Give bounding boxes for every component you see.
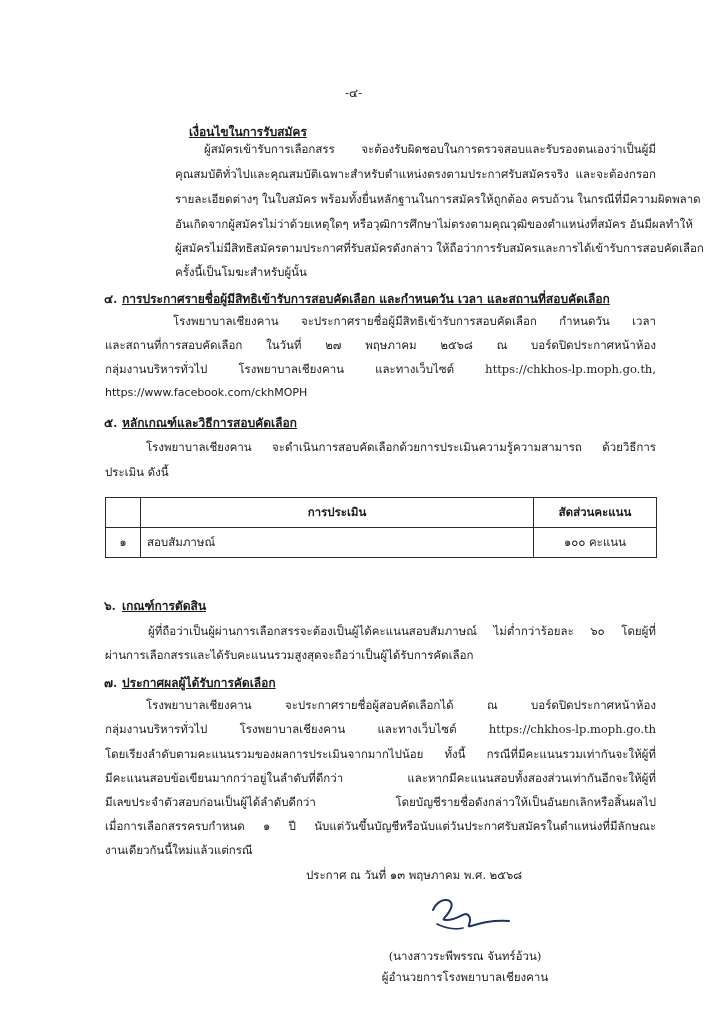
section7-line: งานเดียวกันนี้ใหม่แล้วแต่กรณี (105, 843, 253, 857)
conditions-line: ผู้สมัครไม่มีสิทธิสมัครตามประกาศที่รับสมัครดังกล่าว ให้ถือว่าการรับสมัครและการได้เข้ารับการสอบคัดเลือก (175, 241, 704, 255)
table-cell-evaluation: สอบสัมภาษณ์ (141, 528, 534, 558)
section7-number: ๗. (104, 676, 118, 690)
section7-heading: ประกาศผลผู้ได้รับการคัดเลือก (122, 676, 276, 690)
section5-line: ประเมิน ดังนี้ (105, 465, 169, 479)
conditions-line: ครั้งนี้เป็นโมฆะสำหรับผู้นั้น (175, 265, 307, 279)
conditions-line: รายละเอียดต่างๆ ในใบสมัคร พร้อมทั้งยื่นหลักฐานในการสมัครให้ถูกต้อง ครบถ้วน ในกรณีที่มีความผิดพลาด (175, 192, 701, 206)
evaluation-table (105, 497, 657, 558)
page-number: -๔- (345, 86, 363, 100)
section4-facebook-url: https://www.facebook.com/ckhMOPH (105, 386, 308, 399)
section4-heading: การประกาศรายชื่อผู้มีสิทธิเข้ารับการสอบคัดเลือก และกำหนดวัน เวลา และสถานที่สอบคัดเลือก (122, 292, 610, 306)
conditions-line: อันเกิดจากผู้สมัครไม่ว่าด้วยเหตุใดๆ หรือวุฒิการศึกษาไม่ตรงตามคุณวุฒิของตำแหน่งที่สมัคร อันมีผลทำให้ (175, 217, 693, 231)
conditions-line: คุณสมบัติทั่วไปและคุณสมบัติเฉพาะสำหรับตำแหน่งตรงตามประกาศรับสมัครจริง และจะต้องกรอก (175, 167, 656, 181)
section6-line: ผ่านการเลือกสรรและได้รับคะแนนรวมสูงสุดจะถือว่าเป็นผู้ได้รับการคัดเลือก (105, 648, 474, 662)
conditions-heading: เงื่อนไขในการรับสมัคร (189, 125, 307, 139)
section4-line: และสถานที่การสอบคัดเลือก ในวันที่ ๒๗ พฤษภาคม ๒๕๖๘ ณ บอร์ดปิดประกาศหน้าห้อง (105, 338, 656, 352)
section7-line: มีเลขประจำตัวสอบก่อนเป็นผู้ได้ลำดับดีกว่า โดยบัญชีรายชื่อดังกล่าวให้เป็นอันยกเลิกหรือสิ้นผลไป (105, 795, 656, 809)
table-header-evaluation: การประเมิน (141, 498, 534, 528)
section5-heading: หลักเกณฑ์และวิธีการสอบคัดเลือก (122, 416, 297, 430)
section7-line: โรงพยาบาลเชียงคาน จะประกาศรายชื่อผู้สอบคัดเลือกได้ ณ บอร์ดปิดประกาศหน้าห้อง (146, 698, 656, 712)
table-cell-no: ๑ (106, 528, 141, 558)
table-cell-score: ๑๐๐ คะแนน (534, 528, 657, 558)
section7-line: มีคะแนนสอบข้อเขียนมากกว่าอยู่ในลำดับที่ดีกว่า และหากมีคะแนนสอบทั้งสองส่วนเท่ากันอีกจะให้ผู้ที่ (105, 771, 656, 785)
section5-number: ๕. (104, 416, 118, 430)
signatory-name: (นางสาวระพีพรรณ จันทร์อ้วน) (388, 949, 542, 963)
announcement-date: ประกาศ ณ วันที่ ๑๓ พฤษภาคม พ.ศ. ๒๕๖๘ (306, 868, 523, 882)
section4-line: กลุ่มงานบริหารทั่วไป โรงพยาบาลเชียงคาน และทางเว็บไซต์ https://chkhos-lp.moph.go.th, (105, 362, 656, 376)
table-header-no (106, 498, 141, 528)
section7-line: กลุ่มงานบริหารทั่วไป โรงพยาบาลเชียงคาน และทางเว็บไซต์ https://chkhos-lp.moph.go.th (105, 722, 656, 736)
signatory-title: ผู้อำนวยการโรงพยาบาลเชียงคาน (381, 970, 549, 984)
signature-image (425, 890, 515, 938)
section7-line: โดยเรียงลำดับตามคะแนนรวมของผลการประเมินจากมากไปน้อย ทั้งนี้ กรณีที่มีคะแนนรวมเท่ากันจะให้ผู้ที่ (105, 747, 656, 761)
section4-number: ๔. (104, 292, 118, 306)
section4-line: โรงพยาบาลเชียงคาน จะประกาศรายชื่อผู้มีสิทธิเข้ารับการสอบคัดเลือก กำหนดวัน เวลา (173, 314, 656, 328)
section6-number: ๖. (104, 599, 116, 613)
section6-line: ผู้ที่ถือว่าเป็นผู้ผ่านการเลือกสรรจะต้องเป็นผู้ได้คะแนนสอบสัมภาษณ์ ไม่ต่ำกว่าร้อยละ ๖๐ โดยผู้ที่ (148, 624, 656, 638)
conditions-line: ผู้สมัครเข้ารับการเลือกสรร จะต้องรับผิดชอบในการตรวจสอบและรับรองตนเองว่าเป็นผู้มี (204, 142, 656, 156)
table-header-score-ratio: สัดส่วนคะแนน (534, 498, 657, 528)
table-header-row (106, 498, 657, 528)
section7-line: เมื่อการเลือกสรรครบกำหนด ๑ ปี นับแต่วันขึ้นบัญชีหรือนับแต่วันประกาศรับสมัครในตำแหน่งที่มีลักษณะ (105, 819, 656, 833)
table-row (106, 528, 657, 558)
section5-line: โรงพยาบาลเชียงคาน จะดำเนินการสอบคัดเลือกด้วยการประเมินความรู้ความสามารถ ด้วยวิธีการ (146, 440, 656, 454)
section6-heading: เกณฑ์การตัดสิน (122, 599, 207, 613)
